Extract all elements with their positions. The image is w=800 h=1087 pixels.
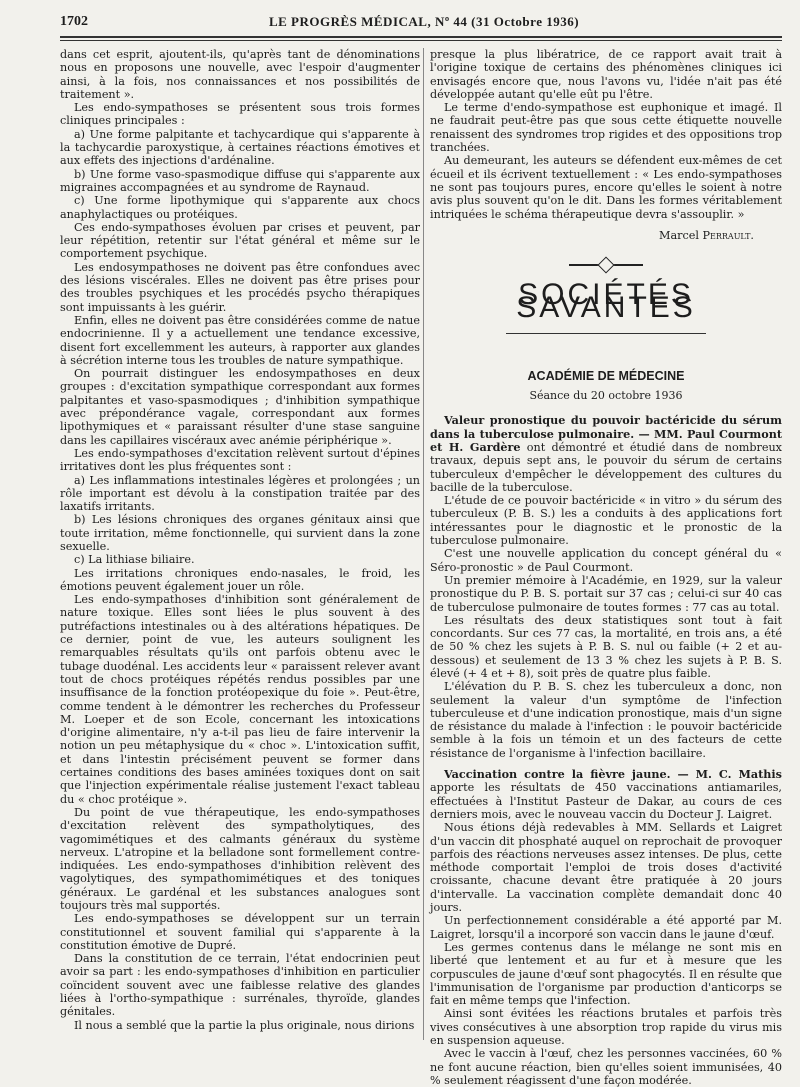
paragraph: b) Les lésions chroniques des organes génitaux ainsi que toute irritation, même fonctionnelle, qui survient dans la zone sexuelle.: [60, 513, 420, 553]
paragraph: Les irritations chroniques endo-nasales, le froid, les émotions peuvent également jouer un rôle.: [60, 566, 420, 593]
paragraph: presque la plus libératrice, de ce rapport avait trait à l'origine toxique de certains des phénomènes cliniques ici envisagés encore que, nous l'avons vu, l'idée n'ait pas été développée autant qu'elle eût pu l'être.: [430, 48, 782, 101]
paragraph: L'élévation du P. B. S. chez les tuberculeux a donc, non seulement la valeur d'un symptôme de l'infection tuberculeuse et d'une indication pronostique, mais d'un signe de résistance du malade à l'infection : le pouvoir bactéricide semble à la fois un témoin et un des facteurs de cette résistance de l'organisme à l'infection bacillaire.: [430, 680, 782, 760]
page-header: [60, 8, 760, 36]
paragraph: Un perfectionnement considérable a été apporté par M. Laigret, lorsqu'il a incorporé son vaccin dans le jaune d'œuf.: [430, 914, 782, 941]
paragraph: c) La lithiase biliaire.: [74, 553, 195, 567]
paragraph: Les endo-sympathoses se présentent sous trois formes cliniques principales :: [60, 101, 420, 128]
paragraph: dans cet esprit, ajoutent-ils, qu'après tant de dénominations nous en proposons une nouvelle, avec l'espoir d'augmenter ainsi, à la fois, nos connaissances et nos possibilités de traitement ».: [60, 48, 420, 101]
paragraph: L'étude de ce pouvoir bactéricide « in vitro » du sérum des tuberculeux (P. B. S.) les a conduits à des applications fort intéressantes pour le diagnostic et le pronostic de la tuberculose pulmonaire.: [430, 494, 782, 548]
paragraph: Ces endo-sympathoses évoluen par crises et peuvent, par leur répétition, retentir sur l'état général et même sur le comportement psychique.: [60, 220, 420, 261]
paragraph: Il nous a semblé que la partie la plus originale, nous dirions: [74, 1018, 415, 1032]
running-title: LE PROGRÈS MÉDICAL, Nº 44 (31 Octobre 1936): [268, 14, 580, 29]
page-number: 1702: [60, 14, 88, 29]
section-rule: [506, 333, 706, 334]
article-authors: — M. C. Mathis: [670, 767, 782, 782]
header-rule: [60, 36, 782, 41]
paragraph: Du point de vue thérapeutique, les endo-sympathoses d'excitation relèvent des sympatholytiques, des vagomimétiques et des calmants généraux du système nerveux. L'atropine et la belladone sont formellement contre-indiquées. Les endo-sympathoses d'inhibition relèvent des vagolytiques, des sympathomimétiques et des toniques généraux. Le gardénal et les substances analogues sont toujours très mal supportés.: [60, 805, 420, 912]
signature-last-name: Perrault.: [702, 228, 754, 242]
article-intro: [430, 768, 782, 821]
session-date: Séance du 20 octobre 1936: [529, 389, 683, 403]
right-column: [430, 48, 782, 1087]
paragraph: C'est une nouvelle application du concept général du « Séro-pronostic » de Paul Courmont.: [430, 547, 782, 574]
left-column: [60, 48, 420, 1032]
paragraph: Le terme d'endo-sympathose est euphonique et imagé. Il ne faudrait peut-être pas que sous cette étiquette nouvelle renaissent des syndromes trop rigides et des oppositions trop tranchées.: [430, 101, 782, 155]
paragraph: b) Une forme vaso-spasmodique diffuse qui s'apparente aux migraines accompagnées et au syndrome de Raynaud.: [60, 167, 420, 194]
section-ornament: [569, 258, 643, 272]
column-divider: [423, 48, 424, 1040]
article-title: Vaccination contre la fièvre jaune.: [444, 767, 671, 782]
article-title: Valeur pronostique du pouvoir bactéricide du sérum dans la tuberculose pulmonaire.: [430, 413, 782, 441]
paragraph: Les germes contenus dans le mélange ne sont mis en liberté que lentement et au fur et à mesure que les corpuscules de jaune d'œuf sont phagocytés. Il en résulte que l'immunisation de l'organisme par production d'anticorps se fait en même temps que l'infection.: [430, 940, 783, 1008]
paragraph: Les endo-sympathoses d'excitation relèvent surtout d'épines irritatives dont les plus fréquentes sont :: [60, 446, 420, 474]
paragraph: Avec le vaccin à l'œuf, chez les personnes vaccinées, 60 % ne font aucune réaction, bien qu'elles soient immunisées, 40 % seulement réagissent d'une façon modérée.: [430, 1047, 782, 1087]
paragraph: Un premier mémoire à l'Académie, en 1929, sur la valeur pronostique du P. B. S. portait sur 37 cas ; celui-ci sur 40 cas de tuberculose pulmonaire de toutes formes : 77 cas au total.: [430, 573, 782, 614]
academy-heading: ACADÉMIE DE MÉDECINE: [527, 368, 685, 383]
paragraph: On pourrait distinguer les endosympathoses en deux groupes : d'excitation sympathique correspondant aux formes palpitantes et vaso-spasmodiques ; d'inhibition sympathique avec prépondérance vagale, correspondant aux formes lipothymiques et « paraissant résulter d'une stase sanguine dans les capillaires viscéraux avec anémie périphérique ».: [60, 367, 420, 447]
paragraph: Nous étions déjà redevables à MM. Sellards et Laigret d'un vaccin dit phosphaté auquel on reprochait de provoquer parfois des réactions nerveuses assez intenses. De plus, cette méthode comportait l'emploi de trois doses d'activité croissante, chacune devant être pratiquée à 20 jours d'intervalle. La vaccination complète demandait donc 40 jours.: [430, 821, 782, 915]
signature-first-name: Marcel: [659, 228, 699, 242]
paragraph: Ainsi sont évitées les réactions brutales et parfois très vives consécutives à une absorption trop rapide du virus mis en suspension aqueuse.: [430, 1007, 782, 1047]
paragraph: Enfin, elles ne doivent pas être considérées comme de natue endocrinienne. Il y a actuellement une tendance excessive, disent fort excellemment les auteurs, à rapporter aux glandes à sécrétion interne tous les troubles de nature sympathique.: [60, 313, 420, 367]
paragraph: Les endosympathoses ne doivent pas être confondues avec des lésions viscérales. Elles ne doivent pas être prises pour des troubles psychiques et les procédés psycho thérapiques sont impuissants à les guérir.: [60, 260, 420, 314]
section-title: SOCIÉTÉS SAVANTES: [516, 278, 696, 325]
paragraph: Au demeurant, les auteurs se défendent eux-mêmes de cet écueil et ils écrivent textuellement : « Les endo-sympathoses ne sont pas toujours pures, encore qu'elles le soient à notre avis plus souvent qu'on le dit. Dans les formes véritablement intriquées le schéma thérapeutique devra s'assouplir. »: [430, 154, 782, 221]
author-signature: [430, 229, 782, 242]
paragraph: a) Les inflammations intestinales légères et prolongées ; un rôle important est dévolu à la constipation traitée par des laxatifs irritants.: [60, 473, 420, 514]
paragraph: Les endo-sympathoses se développent sur un terrain constitutionnel et souvent familial qui s'apparente à la constitution émotive de Dupré.: [60, 912, 420, 952]
paragraph: a) Une forme palpitante et tachycardique qui s'apparente à la tachycardie paroxystique, à certaines réactions émotives et aux effets des injections d'ardénaline.: [60, 127, 420, 168]
article-authors: — MM. Paul Courmont et H. Gardère: [430, 426, 782, 454]
paragraph: Dans la constitution de ce terrain, l'état endocrinien peut avoir sa part : les endo-sympathoses d'inhibition en particulier coïncident souvent avec une faiblesse relative des glandes liées à l'ortho-sympathique : surrénales, thyroïde, glandes génitales.: [60, 952, 420, 1019]
paragraph: Les endo-sympathoses d'inhibition sont généralement de nature toxique. Elles sont liées le plus souvent à des putréfactions intestinales ou à des altérations hépatiques. De ce dernier, point de vue, les auteurs soulignent les remarquables résultats qu'ils ont parfois obtenu avec le tubage duodénal. Les accidents leur « paraissent relever avant tout de chocs protéiques répétés rendus possibles par une insuffisance de la fonction protéopexique du foie ». Peut-être, comme tendent à le démontrer les recherches du Professeur M. Loeper et de son Ecole, concernant les intoxications d'origine alimentaire, n'y a-t-il pas lieu de faire intervenir la notion un peu métaphysique du « choc ». L'intoxication suffit, et dans l'intestin précisément peuvent se former dans certaines conditions des bases aminées toxiques dont on sait que l'injection expérimentale réalise justement l'exact tableau du « choc protéique ».: [60, 593, 420, 806]
article-lead: apporte les résultats de 450 vaccinations antiamariles, effectuées à l'Institut Pasteur de Dakar, au cours de ces derniers mois, avec le nouveau vaccin du Docteur J. Laigret.: [430, 781, 782, 821]
article-intro: [430, 414, 782, 494]
article-lead: ont démontré et étudié dans de nombreux travaux, depuis sept ans, le pouvoir du sérum de certains tuberculeux d'empêcher le développement des cultures du bacille de la tuberculose.: [430, 440, 782, 494]
paragraph: c) Une forme lipothymique qui s'apparente aux chocs anaphylactiques ou protéiques.: [60, 194, 420, 221]
paragraph: Les résultats des deux statistiques sont tout à fait concordants. Sur ces 77 cas, la mortalité, en trois ans, a été de 50 % chez les sujets à P. B. S. nul ou faible (+ 2 et au-dessous) et seulement de 13 3 % chez les sujets à P. B. S. élevé (+ 4 et + 8), soit près de quatre plus faible.: [430, 613, 782, 680]
